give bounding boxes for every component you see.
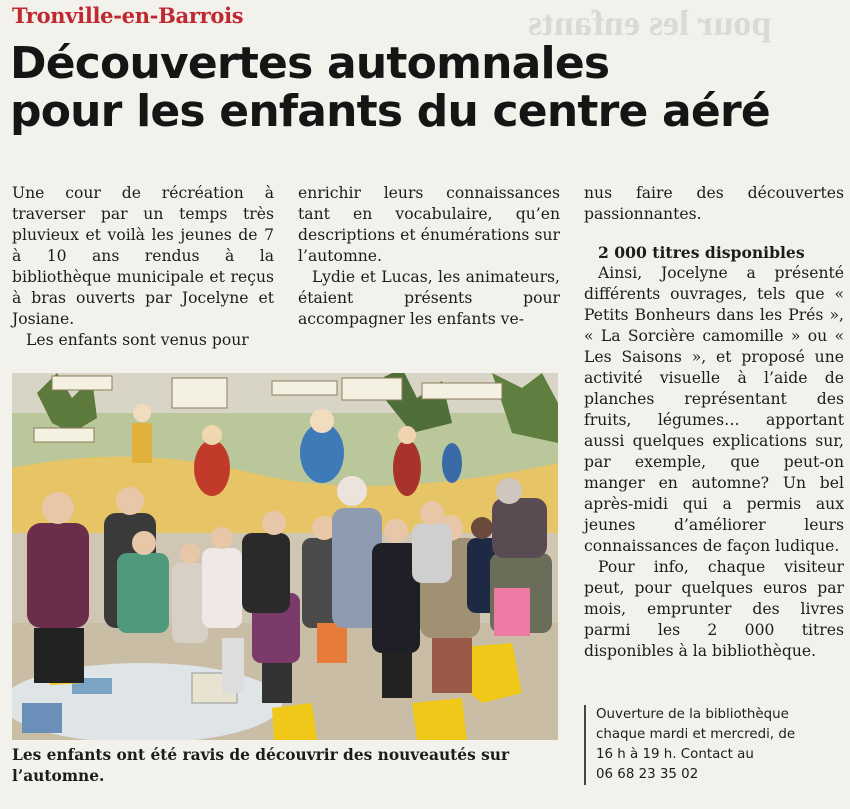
paragraph: Lydie et Lucas, les animateurs, étaient présents pour accompagner les enfants ve- <box>298 268 560 328</box>
photo-caption: Les enfants ont été ravis de découvrir des nouveautés sur l’automne. <box>12 746 510 785</box>
body-column-1 <box>12 183 274 351</box>
info-line: Ouverture de la bibliothèque <box>596 707 789 722</box>
headline-line-1: Découvertes automnales <box>10 38 610 89</box>
bleed-through-text: pour les enfants <box>528 3 772 43</box>
info-phone: 06 68 23 35 02 <box>596 767 699 782</box>
locality-heading: Tronville-en-Barrois <box>12 3 244 28</box>
paragraph: Les enfants sont venus pour <box>26 331 249 349</box>
paragraph: enrichir leurs connaissances tant en vocabulaire, qu’en descriptions et énumérations sur l’automne. <box>298 184 560 265</box>
paragraph: Pour info, chaque visiteur peut, pour quelques euros par mois, emprunter des livres parmi les 2 000 titres disponibles à la bibliothèque. <box>584 558 844 660</box>
paragraph: Ainsi, Jocelyne a présenté différents ouvrages, tels que « Petits Bonheurs dans les Prés », « La Sorcière camomille » ou « Les Saisons », et proposé une activité visuelle à l’aide de planches représentant des fruits, légumes… apportant aussi quelques explications sur, par exemple, que peut-on manger en automne? Un bel après-midi qui a permis aux jeunes d’améliorer leurs connaissances de façon ludique. <box>584 264 844 555</box>
paragraph: Une cour de récréation à traverser par un temps très pluvieux et voilà les jeunes de 7 à 10 ans rendus à la bibliothèque municipale et reçus à bras ouverts par Jocelyne et Josiane. <box>12 184 274 328</box>
headline <box>10 40 840 136</box>
photo-illustration <box>12 373 558 740</box>
info-line: 16 h à 19 h. Contact au <box>596 747 754 762</box>
library-info-box <box>584 705 846 785</box>
info-line: chaque mardi et mercredi, de <box>596 727 796 742</box>
headline-line-2: pour les enfants du centre aéré <box>10 86 770 137</box>
body-column-2 <box>298 183 560 330</box>
article-photo <box>12 373 558 740</box>
subheading: 2 000 titres disponibles <box>598 243 805 262</box>
paragraph: nus faire des découvertes passionnantes. <box>584 184 844 223</box>
body-column-3 <box>584 183 844 662</box>
